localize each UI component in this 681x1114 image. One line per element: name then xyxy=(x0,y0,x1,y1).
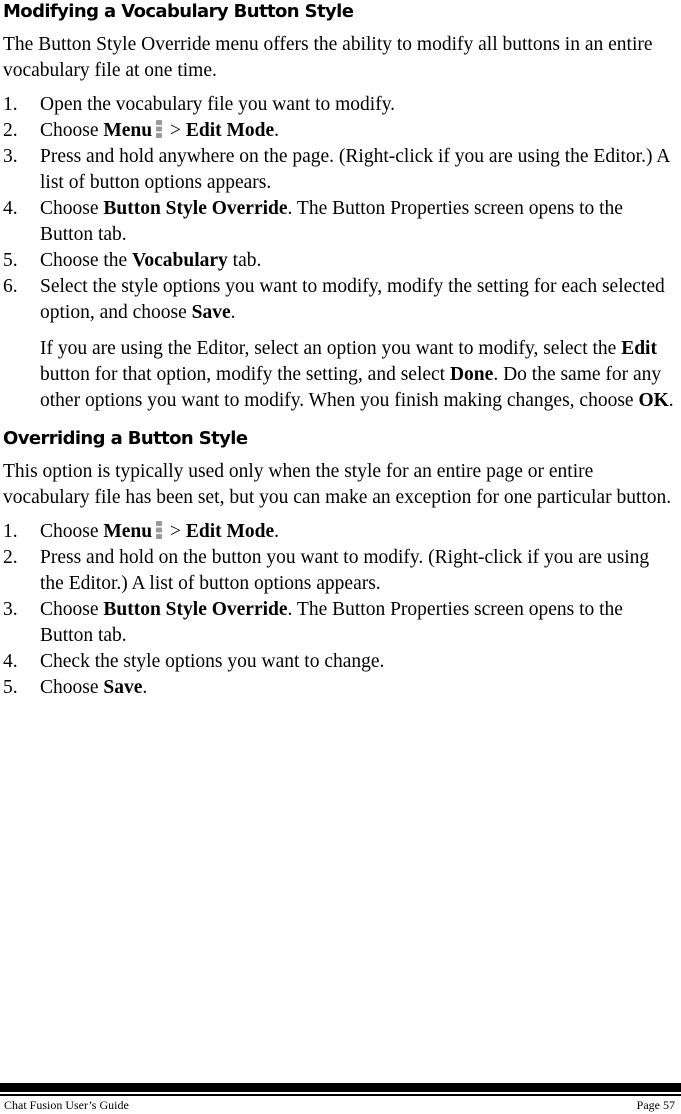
footer-guide-title: Chat Fusion User’s Guide xyxy=(4,1098,129,1112)
step-number: 2. xyxy=(3,547,18,568)
step-text: Check the style options you want to change. xyxy=(40,651,385,672)
list-item xyxy=(3,248,675,274)
list-item xyxy=(3,144,675,196)
step-number: 5. xyxy=(3,250,18,271)
list-item xyxy=(3,519,675,545)
list-item xyxy=(3,545,675,597)
menu-kebab-icon xyxy=(155,119,163,139)
footer-divider-thick xyxy=(0,1083,681,1092)
step-text: Choose Menu > Edit Mode. xyxy=(40,521,280,542)
steps-list xyxy=(3,519,675,701)
menu-kebab-icon xyxy=(155,520,163,540)
page-content xyxy=(3,0,675,701)
step-text: Select the style options you want to modify, modify the setting for each selected option, and choose Save. xyxy=(40,276,665,323)
list-item xyxy=(3,649,675,675)
editor-note: If you are using the Editor, select an option you want to modify, select the Edit button for that option, modify the setting, and select Done. Do the same for any other options you want to modify. When you finish making changes, choose OK. xyxy=(40,338,674,411)
list-item xyxy=(3,118,675,144)
step-number: 1. xyxy=(3,521,18,542)
step-number: 3. xyxy=(3,146,18,167)
list-item xyxy=(3,92,675,118)
list-item xyxy=(3,675,675,701)
step-text: Open the vocabulary file you want to modify. xyxy=(40,94,396,115)
step-number: 6. xyxy=(3,276,18,297)
section-intro: This option is typically used only when the style for an entire page or entire vocabulary file has been set, but you can make an exception for one particular button. xyxy=(3,461,672,508)
section-heading-overriding-button-style: Overriding a Button Style xyxy=(3,428,248,449)
step-text: Choose Button Style Override. The Button Properties screen opens to the Button tab. xyxy=(40,198,623,245)
list-item xyxy=(3,597,675,649)
footer-divider-thin xyxy=(0,1094,681,1096)
step-number: 3. xyxy=(3,599,18,620)
step-text: Press and hold on the button you want to modify. (Right-click if you are using the Editor.) A list of button options appears. xyxy=(40,547,650,594)
section-heading-modifying-vocabulary-button-style: Modifying a Vocabulary Button Style xyxy=(3,1,354,22)
footer-page-number: Page 57 xyxy=(636,1098,675,1112)
step-text: Choose Button Style Override. The Button Properties screen opens to the Button tab. xyxy=(40,599,623,646)
step-number: 4. xyxy=(3,198,18,219)
page-footer xyxy=(4,1098,675,1112)
step-text: Choose Menu > Edit Mode. xyxy=(40,120,280,141)
step-number: 2. xyxy=(3,120,18,141)
step-text: Press and hold anywhere on the page. (Right-click if you are using the Editor.) A list of button options appears. xyxy=(40,146,670,193)
list-item xyxy=(3,196,675,248)
section-intro: The Button Style Override menu offers the ability to modify all buttons in an entire vocabulary file at one time. xyxy=(3,34,653,81)
step-number: 5. xyxy=(3,677,18,698)
step-number: 1. xyxy=(3,94,18,115)
step-number: 4. xyxy=(3,651,18,672)
step-text: Choose Save. xyxy=(40,677,148,698)
step-text: Choose the Vocabulary tab. xyxy=(40,250,262,271)
list-item xyxy=(3,274,675,326)
steps-list xyxy=(3,92,675,326)
